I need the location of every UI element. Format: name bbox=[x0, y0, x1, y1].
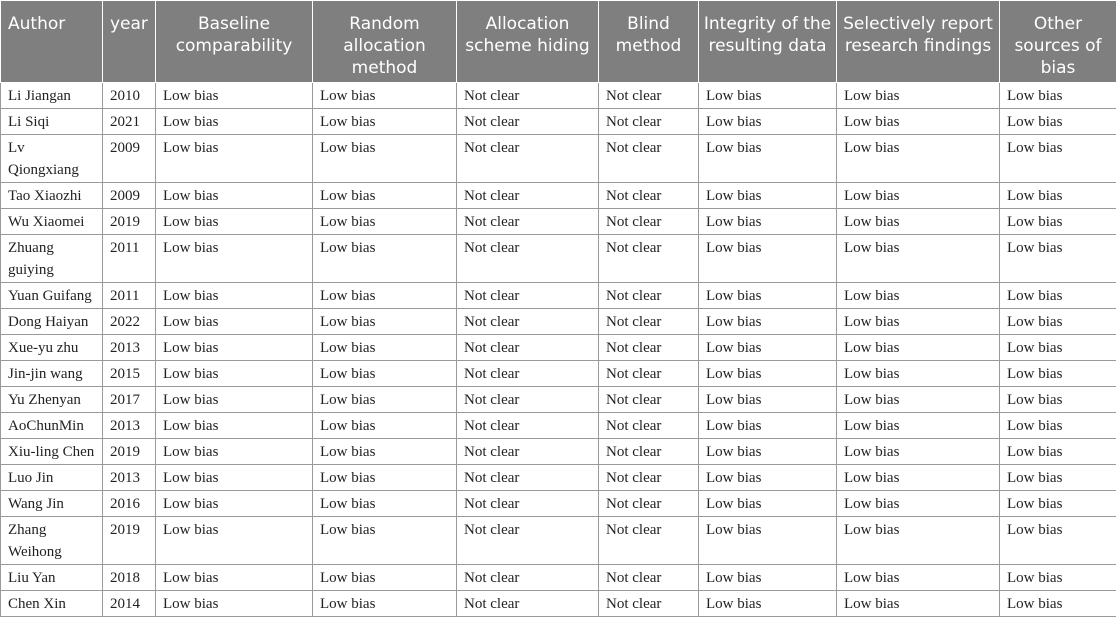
cell-author: Tao Xiaozhi bbox=[1, 183, 103, 209]
header-allocation-scheme-hiding: Allocation scheme hiding bbox=[457, 1, 599, 83]
table-row bbox=[1, 83, 1116, 109]
header-author: Author bbox=[1, 1, 103, 83]
table-row bbox=[1, 565, 1116, 591]
cell-year: 2016 bbox=[103, 491, 156, 517]
cell-year: 2013 bbox=[103, 413, 156, 439]
cell-year: 2019 bbox=[103, 439, 156, 465]
cell-integrity-of-data: Low bias bbox=[699, 309, 837, 335]
cell-integrity-of-data: Low bias bbox=[699, 591, 837, 617]
cell-blind-method: Not clear bbox=[599, 361, 699, 387]
cell-other-bias: Low bias bbox=[1000, 413, 1116, 439]
cell-allocation-scheme-hiding: Not clear bbox=[457, 465, 599, 491]
table-row bbox=[1, 413, 1116, 439]
cell-selective-reporting: Low bias bbox=[837, 283, 1000, 309]
cell-year: 2017 bbox=[103, 387, 156, 413]
cell-random-allocation-method: Low bias bbox=[313, 135, 457, 183]
cell-integrity-of-data: Low bias bbox=[699, 387, 837, 413]
header-blind-method: Blind method bbox=[599, 1, 699, 83]
cell-allocation-scheme-hiding: Not clear bbox=[457, 209, 599, 235]
cell-integrity-of-data: Low bias bbox=[699, 135, 837, 183]
cell-year: 2018 bbox=[103, 565, 156, 591]
table-row bbox=[1, 283, 1116, 309]
cell-allocation-scheme-hiding: Not clear bbox=[457, 335, 599, 361]
cell-blind-method: Not clear bbox=[599, 183, 699, 209]
cell-baseline-comparability: Low bias bbox=[156, 565, 313, 591]
cell-other-bias: Low bias bbox=[1000, 309, 1116, 335]
cell-selective-reporting: Low bias bbox=[837, 235, 1000, 283]
cell-other-bias: Low bias bbox=[1000, 335, 1116, 361]
cell-blind-method: Not clear bbox=[599, 565, 699, 591]
cell-integrity-of-data: Low bias bbox=[699, 465, 837, 491]
cell-integrity-of-data: Low bias bbox=[699, 413, 837, 439]
cell-blind-method: Not clear bbox=[599, 335, 699, 361]
header-other-bias: Other sources of bias bbox=[1000, 1, 1116, 83]
cell-random-allocation-method: Low bias bbox=[313, 235, 457, 283]
cell-random-allocation-method: Low bias bbox=[313, 517, 457, 565]
header-year: year bbox=[103, 1, 156, 83]
cell-year: 2011 bbox=[103, 235, 156, 283]
cell-year: 2015 bbox=[103, 361, 156, 387]
cell-selective-reporting: Low bias bbox=[837, 361, 1000, 387]
table-row bbox=[1, 491, 1116, 517]
cell-year: 2019 bbox=[103, 517, 156, 565]
cell-integrity-of-data: Low bias bbox=[699, 517, 837, 565]
cell-integrity-of-data: Low bias bbox=[699, 209, 837, 235]
cell-allocation-scheme-hiding: Not clear bbox=[457, 283, 599, 309]
cell-author: Wang Jin bbox=[1, 491, 103, 517]
cell-other-bias: Low bias bbox=[1000, 83, 1116, 109]
cell-baseline-comparability: Low bias bbox=[156, 491, 313, 517]
table-row bbox=[1, 183, 1116, 209]
cell-author: Jin-jin wang bbox=[1, 361, 103, 387]
cell-allocation-scheme-hiding: Not clear bbox=[457, 517, 599, 565]
cell-random-allocation-method: Low bias bbox=[313, 209, 457, 235]
cell-selective-reporting: Low bias bbox=[837, 565, 1000, 591]
cell-blind-method: Not clear bbox=[599, 517, 699, 565]
header-row bbox=[1, 1, 1116, 83]
header-selective-reporting: Selectively report research findings bbox=[837, 1, 1000, 83]
cell-allocation-scheme-hiding: Not clear bbox=[457, 361, 599, 387]
cell-baseline-comparability: Low bias bbox=[156, 109, 313, 135]
cell-other-bias: Low bias bbox=[1000, 283, 1116, 309]
cell-random-allocation-method: Low bias bbox=[313, 565, 457, 591]
cell-other-bias: Low bias bbox=[1000, 135, 1116, 183]
cell-author: Yu Zhenyan bbox=[1, 387, 103, 413]
cell-author: Dong Haiyan bbox=[1, 309, 103, 335]
header-integrity-of-data: Integrity of the resulting data bbox=[699, 1, 837, 83]
cell-integrity-of-data: Low bias bbox=[699, 109, 837, 135]
cell-allocation-scheme-hiding: Not clear bbox=[457, 413, 599, 439]
cell-random-allocation-method: Low bias bbox=[313, 387, 457, 413]
cell-random-allocation-method: Low bias bbox=[313, 309, 457, 335]
cell-other-bias: Low bias bbox=[1000, 517, 1116, 565]
cell-allocation-scheme-hiding: Not clear bbox=[457, 235, 599, 283]
table-row bbox=[1, 135, 1116, 183]
cell-other-bias: Low bias bbox=[1000, 235, 1116, 283]
cell-blind-method: Not clear bbox=[599, 209, 699, 235]
cell-integrity-of-data: Low bias bbox=[699, 565, 837, 591]
cell-selective-reporting: Low bias bbox=[837, 439, 1000, 465]
cell-other-bias: Low bias bbox=[1000, 565, 1116, 591]
cell-random-allocation-method: Low bias bbox=[313, 83, 457, 109]
cell-integrity-of-data: Low bias bbox=[699, 283, 837, 309]
table-row bbox=[1, 209, 1116, 235]
cell-selective-reporting: Low bias bbox=[837, 517, 1000, 565]
cell-random-allocation-method: Low bias bbox=[313, 361, 457, 387]
cell-random-allocation-method: Low bias bbox=[313, 465, 457, 491]
table-row bbox=[1, 361, 1116, 387]
cell-author: Yuan Guifang bbox=[1, 283, 103, 309]
cell-baseline-comparability: Low bias bbox=[156, 283, 313, 309]
cell-allocation-scheme-hiding: Not clear bbox=[457, 135, 599, 183]
cell-selective-reporting: Low bias bbox=[837, 335, 1000, 361]
cell-blind-method: Not clear bbox=[599, 491, 699, 517]
cell-baseline-comparability: Low bias bbox=[156, 413, 313, 439]
cell-integrity-of-data: Low bias bbox=[699, 235, 837, 283]
cell-blind-method: Not clear bbox=[599, 309, 699, 335]
cell-author: Lv Qiongxiang bbox=[1, 135, 103, 183]
cell-blind-method: Not clear bbox=[599, 387, 699, 413]
cell-year: 2021 bbox=[103, 109, 156, 135]
cell-baseline-comparability: Low bias bbox=[156, 135, 313, 183]
cell-integrity-of-data: Low bias bbox=[699, 335, 837, 361]
table-row bbox=[1, 591, 1116, 617]
cell-selective-reporting: Low bias bbox=[837, 591, 1000, 617]
cell-integrity-of-data: Low bias bbox=[699, 361, 837, 387]
cell-other-bias: Low bias bbox=[1000, 491, 1116, 517]
cell-integrity-of-data: Low bias bbox=[699, 83, 837, 109]
cell-random-allocation-method: Low bias bbox=[313, 413, 457, 439]
cell-year: 2013 bbox=[103, 335, 156, 361]
cell-selective-reporting: Low bias bbox=[837, 465, 1000, 491]
cell-year: 2009 bbox=[103, 135, 156, 183]
cell-selective-reporting: Low bias bbox=[837, 109, 1000, 135]
table-body bbox=[1, 83, 1116, 617]
cell-random-allocation-method: Low bias bbox=[313, 183, 457, 209]
cell-year: 2009 bbox=[103, 183, 156, 209]
cell-other-bias: Low bias bbox=[1000, 439, 1116, 465]
cell-blind-method: Not clear bbox=[599, 83, 699, 109]
cell-integrity-of-data: Low bias bbox=[699, 491, 837, 517]
header-random-allocation-method: Random allocation method bbox=[313, 1, 457, 83]
cell-other-bias: Low bias bbox=[1000, 387, 1116, 413]
cell-blind-method: Not clear bbox=[599, 439, 699, 465]
cell-author: Chen Xin bbox=[1, 591, 103, 617]
cell-selective-reporting: Low bias bbox=[837, 183, 1000, 209]
cell-selective-reporting: Low bias bbox=[837, 413, 1000, 439]
cell-year: 2019 bbox=[103, 209, 156, 235]
cell-integrity-of-data: Low bias bbox=[699, 183, 837, 209]
cell-blind-method: Not clear bbox=[599, 135, 699, 183]
cell-allocation-scheme-hiding: Not clear bbox=[457, 183, 599, 209]
cell-year: 2013 bbox=[103, 465, 156, 491]
cell-baseline-comparability: Low bias bbox=[156, 335, 313, 361]
cell-allocation-scheme-hiding: Not clear bbox=[457, 439, 599, 465]
cell-selective-reporting: Low bias bbox=[837, 309, 1000, 335]
cell-selective-reporting: Low bias bbox=[837, 387, 1000, 413]
cell-year: 2010 bbox=[103, 83, 156, 109]
cell-baseline-comparability: Low bias bbox=[156, 83, 313, 109]
cell-baseline-comparability: Low bias bbox=[156, 465, 313, 491]
cell-baseline-comparability: Low bias bbox=[156, 309, 313, 335]
cell-blind-method: Not clear bbox=[599, 465, 699, 491]
cell-author: Zhang Weihong bbox=[1, 517, 103, 565]
cell-blind-method: Not clear bbox=[599, 235, 699, 283]
cell-random-allocation-method: Low bias bbox=[313, 591, 457, 617]
table-row bbox=[1, 387, 1116, 413]
cell-random-allocation-method: Low bias bbox=[313, 283, 457, 309]
cell-author: Wu Xiaomei bbox=[1, 209, 103, 235]
table-row bbox=[1, 517, 1116, 565]
cell-allocation-scheme-hiding: Not clear bbox=[457, 491, 599, 517]
cell-allocation-scheme-hiding: Not clear bbox=[457, 309, 599, 335]
cell-author: Li Siqi bbox=[1, 109, 103, 135]
cell-random-allocation-method: Low bias bbox=[313, 439, 457, 465]
cell-allocation-scheme-hiding: Not clear bbox=[457, 387, 599, 413]
table-row bbox=[1, 309, 1116, 335]
cell-random-allocation-method: Low bias bbox=[313, 335, 457, 361]
cell-other-bias: Low bias bbox=[1000, 209, 1116, 235]
cell-selective-reporting: Low bias bbox=[837, 83, 1000, 109]
cell-baseline-comparability: Low bias bbox=[156, 235, 313, 283]
table-row bbox=[1, 439, 1116, 465]
cell-blind-method: Not clear bbox=[599, 109, 699, 135]
cell-selective-reporting: Low bias bbox=[837, 135, 1000, 183]
cell-author: Luo Jin bbox=[1, 465, 103, 491]
cell-author: Xue-yu zhu bbox=[1, 335, 103, 361]
cell-allocation-scheme-hiding: Not clear bbox=[457, 109, 599, 135]
cell-author: AoChunMin bbox=[1, 413, 103, 439]
table-row bbox=[1, 235, 1116, 283]
cell-year: 2022 bbox=[103, 309, 156, 335]
cell-author: Zhuang guiying bbox=[1, 235, 103, 283]
cell-other-bias: Low bias bbox=[1000, 361, 1116, 387]
cell-blind-method: Not clear bbox=[599, 413, 699, 439]
cell-integrity-of-data: Low bias bbox=[699, 439, 837, 465]
cell-random-allocation-method: Low bias bbox=[313, 491, 457, 517]
cell-blind-method: Not clear bbox=[599, 591, 699, 617]
cell-baseline-comparability: Low bias bbox=[156, 517, 313, 565]
cell-other-bias: Low bias bbox=[1000, 591, 1116, 617]
cell-other-bias: Low bias bbox=[1000, 183, 1116, 209]
cell-selective-reporting: Low bias bbox=[837, 491, 1000, 517]
cell-baseline-comparability: Low bias bbox=[156, 439, 313, 465]
header-baseline-comparability: Baseline comparability bbox=[156, 1, 313, 83]
table-row bbox=[1, 335, 1116, 361]
cell-baseline-comparability: Low bias bbox=[156, 387, 313, 413]
cell-other-bias: Low bias bbox=[1000, 465, 1116, 491]
cell-year: 2014 bbox=[103, 591, 156, 617]
cell-baseline-comparability: Low bias bbox=[156, 209, 313, 235]
cell-author: Xiu-ling Chen bbox=[1, 439, 103, 465]
cell-author: Liu Yan bbox=[1, 565, 103, 591]
cell-allocation-scheme-hiding: Not clear bbox=[457, 83, 599, 109]
cell-allocation-scheme-hiding: Not clear bbox=[457, 591, 599, 617]
cell-allocation-scheme-hiding: Not clear bbox=[457, 565, 599, 591]
cell-blind-method: Not clear bbox=[599, 283, 699, 309]
table-row bbox=[1, 109, 1116, 135]
cell-random-allocation-method: Low bias bbox=[313, 109, 457, 135]
cell-baseline-comparability: Low bias bbox=[156, 591, 313, 617]
cell-baseline-comparability: Low bias bbox=[156, 183, 313, 209]
cell-baseline-comparability: Low bias bbox=[156, 361, 313, 387]
cell-author: Li Jiangan bbox=[1, 83, 103, 109]
cell-selective-reporting: Low bias bbox=[837, 209, 1000, 235]
table-row bbox=[1, 465, 1116, 491]
cell-other-bias: Low bias bbox=[1000, 109, 1116, 135]
cell-year: 2011 bbox=[103, 283, 156, 309]
